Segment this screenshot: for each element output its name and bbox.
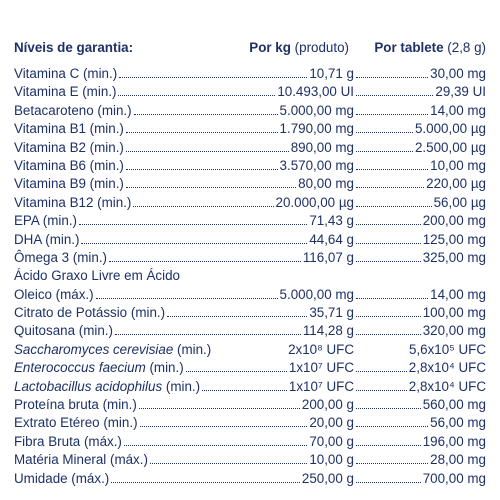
per-tablet-value: 5,6x10⁵ UFC [409, 341, 486, 357]
per-kg-column-header [164, 40, 349, 55]
dot-leader [356, 298, 428, 299]
dot-leader [356, 151, 413, 152]
per-kg-value: 80,00 mg [298, 176, 354, 192]
per-tablet-value: 56,00 µg [433, 194, 486, 210]
per-kg-value: 1.790,00 mg [279, 121, 354, 137]
table-row [14, 360, 486, 378]
nutrient-name-italic: Enterococcus faecium [14, 360, 146, 376]
per-tablet-value: 28,00 mg [430, 452, 486, 468]
nutrient-name: Oleico (máx.) [14, 286, 94, 302]
table-row [14, 176, 486, 194]
per-tablet-cell [354, 415, 486, 430]
table-row [14, 379, 486, 397]
table-title: Níveis de garantia: [14, 40, 134, 55]
per-kg-value: 5.000,00 mg [279, 286, 354, 302]
per-tablet-column-header [349, 40, 486, 55]
dot-leader [139, 408, 300, 409]
nutrient-name: Ômega 3 (min.) [14, 249, 108, 265]
per-tablet-cell [354, 121, 486, 136]
table-row [14, 158, 486, 176]
per-tablet-value: 196,00 mg [422, 433, 486, 449]
per-tablet-value: 220,00 µg [426, 176, 486, 192]
per-tablet-cell [354, 232, 486, 247]
dot-leader [118, 95, 275, 96]
per-tablet-value: 14,00 mg [430, 286, 486, 302]
table-row [14, 471, 486, 489]
dot-leader [356, 334, 421, 335]
dot-leader [126, 187, 296, 188]
table-row-name-continuation [14, 268, 486, 286]
per-tablet-cell [354, 213, 486, 228]
per-kg-value: 44,64 g [309, 231, 354, 247]
nutrient-name: Fibra Bruta (máx.) [14, 433, 122, 449]
table-row [14, 213, 486, 231]
table-row [14, 66, 486, 84]
dot-leader [356, 95, 433, 96]
nutrient-name: Proteína bruta (min.) [14, 397, 137, 413]
dot-leader [356, 408, 421, 409]
table-row [14, 323, 486, 341]
nutrient-name-italic: Lactobacillus acidophilus [14, 378, 163, 394]
dot-leader [356, 371, 407, 372]
nutrient-name-suffix: (min.) [173, 341, 212, 357]
table-row [14, 232, 486, 250]
nutrient-name: DHA (min.) [14, 231, 80, 247]
dot-leader [202, 390, 287, 391]
nutrient-name-suffix: (min.) [145, 360, 184, 376]
dot-leader [124, 445, 307, 446]
per-kg-value: 114,28 g [302, 323, 354, 339]
per-tablet-cell [354, 434, 486, 449]
table-row [14, 342, 486, 360]
per-kg-value: 10,71 g [309, 66, 354, 81]
dot-leader [356, 114, 428, 115]
per-tablet-cell [354, 360, 486, 375]
per-kg-value: 3.570,00 mg [279, 157, 354, 173]
dot-leader [126, 169, 278, 170]
table-row [14, 305, 486, 323]
dot-leader [356, 426, 428, 427]
per-tablet-cell [354, 305, 486, 320]
per-tablet-cell [354, 287, 486, 302]
per-kg-value: 20,00 g [309, 415, 354, 431]
dot-leader [133, 206, 273, 207]
per-kg-value: 20.000,00 µg [275, 194, 354, 210]
per-tablet-value: 29,39 UI [435, 84, 486, 100]
per-tablet-cell [354, 397, 486, 412]
per-tablet-value: 2,8x10⁴ UFC [408, 378, 486, 394]
per-kg-value: 1x10⁷ UFC [288, 378, 354, 394]
dot-leader [96, 298, 278, 299]
table-header [14, 40, 486, 64]
per-tablet-value: 30,00 mg [430, 66, 486, 81]
nutrient-name: Quitosana (min.) [14, 323, 113, 339]
dot-leader [356, 243, 421, 244]
nutrient-name-suffix: (min.) [162, 378, 201, 394]
dot-leader [111, 482, 300, 483]
dot-leader [126, 132, 278, 133]
dot-leader [356, 224, 421, 225]
per-tablet-cell [354, 379, 486, 394]
per-tablet-cell [354, 250, 486, 265]
table-row [14, 121, 486, 139]
dot-leader [79, 224, 307, 225]
dot-leader [356, 316, 421, 317]
dot-leader [356, 206, 432, 207]
dot-leader [126, 151, 289, 152]
per-tablet-value: 325,00 mg [422, 249, 486, 265]
dot-leader [167, 316, 307, 317]
nutrient-name: Vitamina B12 (min.) [14, 194, 132, 210]
per-tablet-value: 2.500,00 µg [414, 139, 486, 155]
dot-leader [356, 132, 413, 133]
nutrition-guarantee-table [14, 40, 486, 489]
per-kg-value: 10,00 g [309, 452, 354, 468]
nutrient-name: EPA (min.) [14, 213, 77, 229]
table-row [14, 250, 486, 268]
nutrient-name [14, 379, 200, 394]
dot-leader [134, 114, 278, 115]
per-tablet-cell [354, 66, 486, 81]
per-tablet-cell [354, 84, 486, 99]
dot-leader [356, 169, 428, 170]
dot-leader [356, 482, 421, 483]
per-kg-header-bold: Por kg [249, 40, 291, 55]
per-tablet-value: 200,00 mg [422, 213, 486, 229]
per-kg-value: 5.000,00 mg [279, 102, 354, 118]
nutrient-name: Vitamina E (min.) [14, 84, 117, 100]
per-tablet-value: 2,8x10⁴ UFC [408, 360, 486, 376]
per-tablet-cell [354, 140, 486, 155]
per-kg-value: 2x10⁸ UFC [288, 341, 354, 357]
nutrient-name-italic: Saccharomyces cerevisiae [14, 341, 174, 357]
dot-leader [356, 463, 428, 464]
per-tablet-value: 125,00 mg [422, 231, 486, 247]
per-kg-value: 1x10⁷ UFC [288, 360, 354, 376]
per-kg-value: 890,00 mg [290, 139, 354, 155]
per-tablet-value: 320,00 mg [422, 323, 486, 339]
nutrient-name [14, 342, 211, 357]
per-tablet-header-rest: (2,8 g) [443, 40, 486, 55]
dot-leader [115, 334, 301, 335]
nutrient-name: Citrato de Potássio (min.) [14, 305, 166, 321]
dot-leader [356, 390, 407, 391]
per-tablet-value: 10,00 mg [430, 157, 486, 173]
table-row [14, 452, 486, 470]
nutrient-name: Vitamina C (min.) [14, 66, 118, 81]
table-row [14, 434, 486, 452]
table-row [14, 415, 486, 433]
per-kg-value: 35,71 g [309, 305, 354, 321]
dot-leader [109, 261, 301, 262]
per-tablet-value: 700,00 mg [422, 470, 486, 486]
table-row [14, 84, 486, 102]
nutrient-name: Umidade (máx.) [14, 470, 110, 486]
dot-leader [356, 187, 424, 188]
dot-leader [119, 77, 307, 78]
table-row [14, 287, 486, 305]
table-body [14, 66, 486, 489]
nutrient-name-line1: Ácido Graxo Livre em Ácido [14, 268, 180, 284]
per-kg-value: 71,43 g [309, 213, 354, 229]
per-kg-value: 10.493,00 UI [277, 84, 354, 100]
per-kg-value: 70,00 g [309, 433, 354, 449]
per-tablet-cell [354, 342, 486, 357]
per-tablet-cell [354, 452, 486, 467]
per-tablet-header-bold: Por tablete [374, 40, 444, 55]
nutrient-name [14, 360, 184, 375]
table-row [14, 103, 486, 121]
dot-leader [356, 445, 421, 446]
nutrient-name: Betacaroteno (min.) [14, 102, 132, 118]
nutrient-name: Vitamina B1 (min.) [14, 121, 124, 137]
per-kg-value: 200,00 g [301, 397, 354, 413]
nutrient-name: Matéria Mineral (máx.) [14, 452, 148, 468]
dot-leader [150, 463, 307, 464]
table-row [14, 397, 486, 415]
per-kg-value: 250,00 g [301, 470, 354, 486]
dot-leader [140, 426, 308, 427]
per-tablet-value: 5.000,00 µg [414, 121, 486, 137]
dot-leader [186, 371, 287, 372]
per-tablet-cell [354, 323, 486, 338]
per-tablet-cell [354, 158, 486, 173]
per-tablet-value: 56,00 mg [430, 415, 486, 431]
nutrient-name: Vitamina B2 (min.) [14, 139, 124, 155]
per-kg-header-rest: (produto) [290, 40, 349, 55]
table-row [14, 195, 486, 213]
dot-leader [356, 261, 421, 262]
dot-leader [356, 77, 428, 78]
per-kg-value: 116,07 g [302, 249, 354, 265]
per-tablet-cell [354, 103, 486, 118]
per-tablet-value: 100,00 mg [422, 305, 486, 321]
nutrient-name: Vitamina B9 (min.) [14, 176, 124, 192]
per-tablet-cell [354, 471, 486, 486]
per-tablet-cell [354, 195, 486, 210]
nutrient-name: Extrato Etéreo (min.) [14, 415, 138, 431]
per-tablet-cell [354, 176, 486, 191]
per-tablet-value: 560,00 mg [422, 397, 486, 413]
per-tablet-value: 14,00 mg [430, 102, 486, 118]
table-row [14, 140, 486, 158]
nutrient-name: Vitamina B6 (min.) [14, 157, 124, 173]
dot-leader [81, 243, 307, 244]
